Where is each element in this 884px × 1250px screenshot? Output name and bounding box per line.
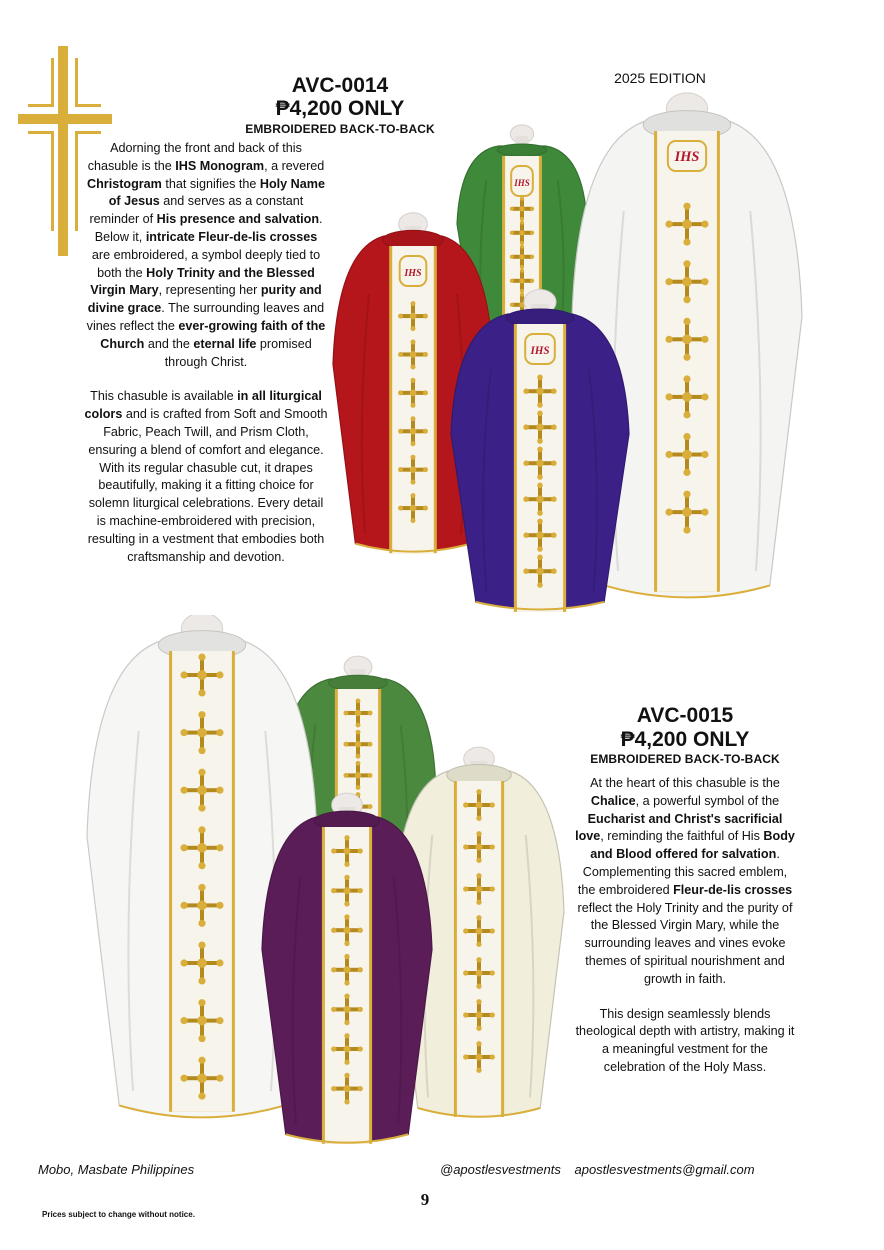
emphasis-text: Christogram: [87, 176, 162, 191]
description-paragraph: [84, 140, 328, 371]
location: Mobo, Masbate Philippines: [38, 1162, 195, 1177]
emphasis-text: His presence and salvation: [156, 212, 320, 227]
body-text: , a revered: [264, 158, 325, 173]
body-text: that signifies the: [161, 176, 260, 191]
emphasis-text: in all liturgical colors: [84, 389, 322, 422]
product-photo-avc-0014: [326, 90, 812, 630]
price-disclaimer: Prices subject to change without notice.: [42, 1210, 195, 1219]
product-price: ₱4,200 ONLY: [620, 728, 750, 751]
emphasis-text: Fleur-de-lis crosses: [673, 882, 793, 897]
edition-label: 2025 EDITION: [614, 70, 706, 86]
product-subtitle: EMBROIDERED BACK-TO-BACK: [245, 122, 435, 136]
body-text: At the heart of this chasuble is the: [590, 776, 780, 790]
emphasis-text: Body and Blood offered for salvation: [590, 829, 795, 862]
emphasis-text: intricate Fleur-de-lis crosses: [145, 229, 318, 244]
page-number: 9: [420, 1190, 430, 1209]
product-price: ₱4,200 ONLY: [275, 97, 405, 120]
body-text: and serves as a constant reminder of: [89, 194, 304, 227]
body-text: reflect the Holy Trinity and the purity of the Blessed Virgin Mary, while the surrounding leaves and vines evoke themes of spiritual nourishment and growth in faith.: [577, 900, 793, 986]
description-paragraph: [574, 775, 796, 989]
product-code: AVC-0014: [291, 74, 389, 97]
svg-text:IHS: IHS: [404, 268, 422, 279]
contact-info: [440, 1162, 765, 1177]
body-text: are embroidered, a symbol deeply tied to both the: [91, 247, 321, 280]
vestment-purple: [262, 793, 432, 1144]
emphasis-text: Holy Trinity and the Blessed Virgin Mary: [90, 265, 315, 298]
svg-text:IHS: IHS: [514, 178, 530, 188]
emphasis-text: Eucharist and Christ's sacrificial love: [575, 811, 783, 844]
description-paragraph: [574, 1006, 796, 1077]
product-description: [574, 775, 796, 1077]
vestment-purple: [451, 290, 629, 612]
body-text: . The surrounding leaves and vines reflect the: [86, 301, 325, 333]
emphasis-text: IHS Monogram: [175, 158, 265, 173]
description-paragraph: [84, 388, 328, 566]
svg-text:IHS: IHS: [530, 345, 550, 357]
body-text: and is crafted from Soft and Smooth Fabric, Peach Twill, and Prism Cloth, ensuring a blend of comfort and elegance. With its regular chasuble cut, it drapes beautifully, making it a fitting choice for solemn liturgical celebrations. Every detail is machine-embroidered with precision, resulting in a vestment that embodies both craftsmanship and devotion.: [87, 407, 328, 564]
emphasis-text: purity and divine grace: [87, 283, 322, 316]
body-text: This design seamlessly blends theological depth with artistry, making it a meaningful vestment for the celebration of the Holy Mass.: [575, 1006, 795, 1074]
body-text: , representing her: [158, 283, 261, 298]
social-handle[interactable]: @apostlesvestments: [440, 1162, 561, 1177]
email-link[interactable]: apostlesvestments@gmail.com: [574, 1162, 755, 1177]
product-subtitle: EMBROIDERED BACK-TO-BACK: [590, 752, 780, 766]
body-text: Adorning the front and back of this chasuble is the: [87, 141, 302, 173]
emphasis-text: Holy Name of Jesus: [108, 176, 325, 209]
emphasis-text: Chalice: [590, 793, 636, 808]
body-text: , a powerful symbol of the: [635, 793, 780, 808]
body-text: and the: [144, 336, 194, 351]
emphasis-text: ever-growing faith of the Church: [100, 318, 326, 351]
emphasis-text: eternal life: [193, 336, 257, 351]
body-text: . Complementing this sacred emblem, the embroidered: [577, 847, 788, 897]
body-text: . Below it,: [94, 212, 323, 244]
body-text: This chasuble is available: [90, 389, 238, 404]
product-photo-avc-0015: [82, 615, 578, 1160]
body-text: promised through Christ.: [164, 336, 312, 369]
product-code: AVC-0015: [636, 704, 734, 727]
product-description: [84, 140, 328, 566]
body-text: , reminding the faithful of His: [600, 829, 764, 844]
svg-text:IHS: IHS: [674, 149, 700, 165]
